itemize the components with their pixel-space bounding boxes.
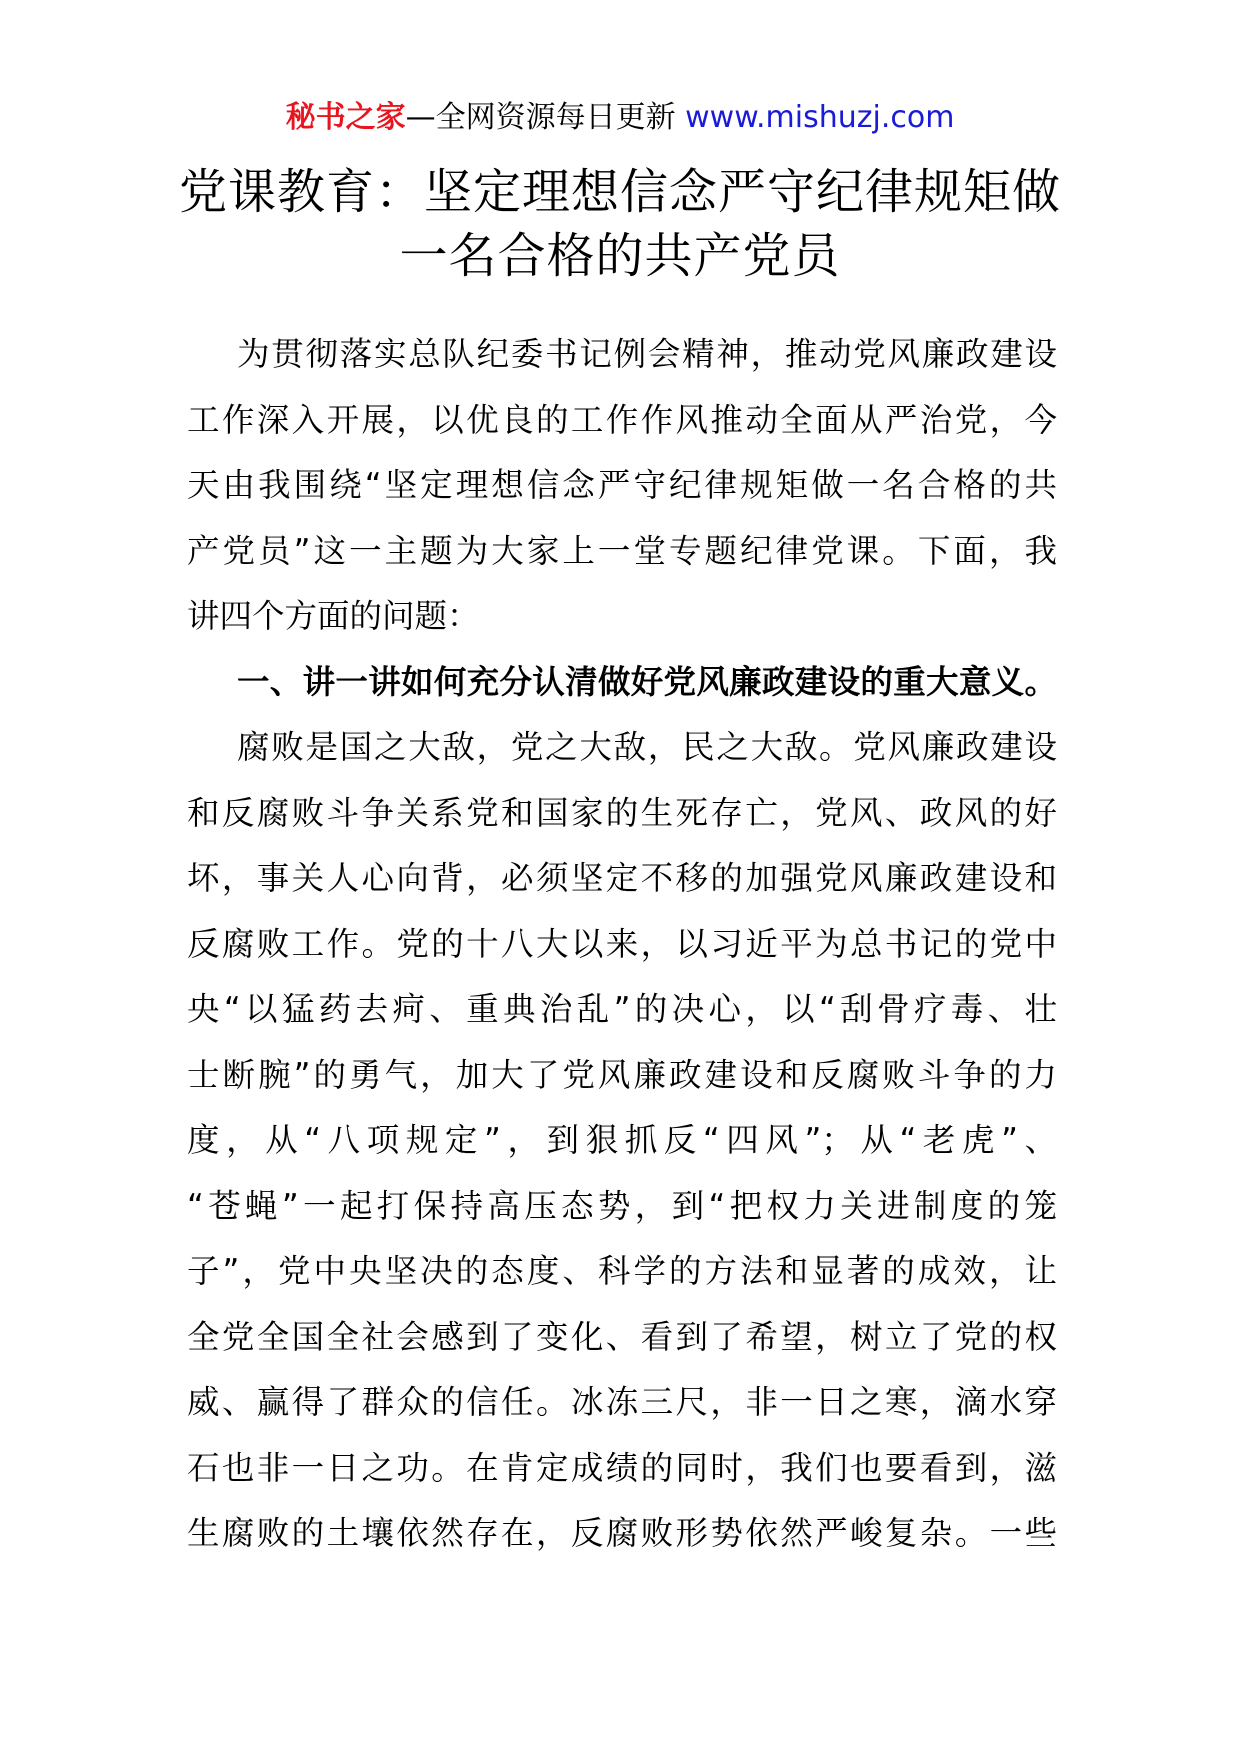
paragraph-2-line: 士断腕”的勇气，加大了党风廉政建设和反腐败斗争的力 xyxy=(187,1055,1057,1094)
paragraph-2-line: 反腐败工作。党的十八大以来，以习近平为总书记的党中 xyxy=(187,924,1057,963)
paragraph-1-line: 天由我围绕“坚定理想信念严守纪律规矩做一名合格的共 xyxy=(187,466,1057,504)
paragraph-1-line: 讲四个方面的问题： xyxy=(187,597,480,635)
section-heading-1: 一、讲一讲如何充分认清做好党风廉政建设的重大意义。 xyxy=(237,662,1057,701)
paragraph-2-line: 威、赢得了群众的信任。冰冻三尺，非一日之寒，滴水穿 xyxy=(187,1383,1057,1421)
site-slogan: —全网资源每日更新 xyxy=(405,100,676,135)
paragraph-2-line: “苍蝇”一起打保持高压态势，到“把权力关进制度的笼 xyxy=(187,1186,1057,1225)
paragraph-2-line: 生腐败的土壤依然存在，反腐败形势依然严峻复杂。一些 xyxy=(187,1514,1057,1552)
paragraph-2-line: 子”，党中央坚决的态度、科学的方法和显著的成效，让 xyxy=(187,1252,1057,1290)
paragraph-1-line: 为贯彻落实总队纪委书记例会精神，推动党风廉政建设 xyxy=(237,335,1057,373)
site-header xyxy=(0,98,1240,138)
paragraph-2-line: 央“以猛药去疴、重典治乱”的决心，以“刮骨疗毒、壮 xyxy=(187,990,1057,1028)
paragraph-2-line: 坏，事关人心向背，必须坚定不移的加强党风廉政建设和 xyxy=(187,859,1057,897)
title-line-2: 一名合格的共产党员 xyxy=(399,228,841,284)
paragraph-1-line: 产党员”这一主题为大家上一堂专题纪律党课。下面，我 xyxy=(187,531,1057,570)
paragraph-2-line: 腐败是国之大敌，党之大敌，民之大敌。党风廉政建设 xyxy=(237,728,1057,766)
paragraph-2-line: 度，从“八项规定”，到狠抓反“四风”；从“老虎”、 xyxy=(187,1121,1057,1159)
document-body xyxy=(187,322,1057,1567)
site-url[interactable]: www.mishuzj.com xyxy=(685,100,955,135)
paragraph-2-line: 全党全国全社会感到了变化、看到了希望，树立了党的权 xyxy=(187,1317,1057,1356)
paragraph-2-line: 和反腐败斗争关系党和国家的生死存亡，党风、政风的好 xyxy=(187,793,1057,832)
brand-name: 秘书之家 xyxy=(285,100,406,135)
paragraph-2-line: 石也非一日之功。在肯定成绩的同时，我们也要看到，滋 xyxy=(187,1448,1057,1487)
document-title xyxy=(150,160,1090,288)
paragraph-1-line: 工作深入开展，以优良的工作作风推动全面从严治党，今 xyxy=(187,400,1057,439)
title-line-1: 党课教育：坚定理想信念严守纪律规矩做 xyxy=(178,164,1061,220)
